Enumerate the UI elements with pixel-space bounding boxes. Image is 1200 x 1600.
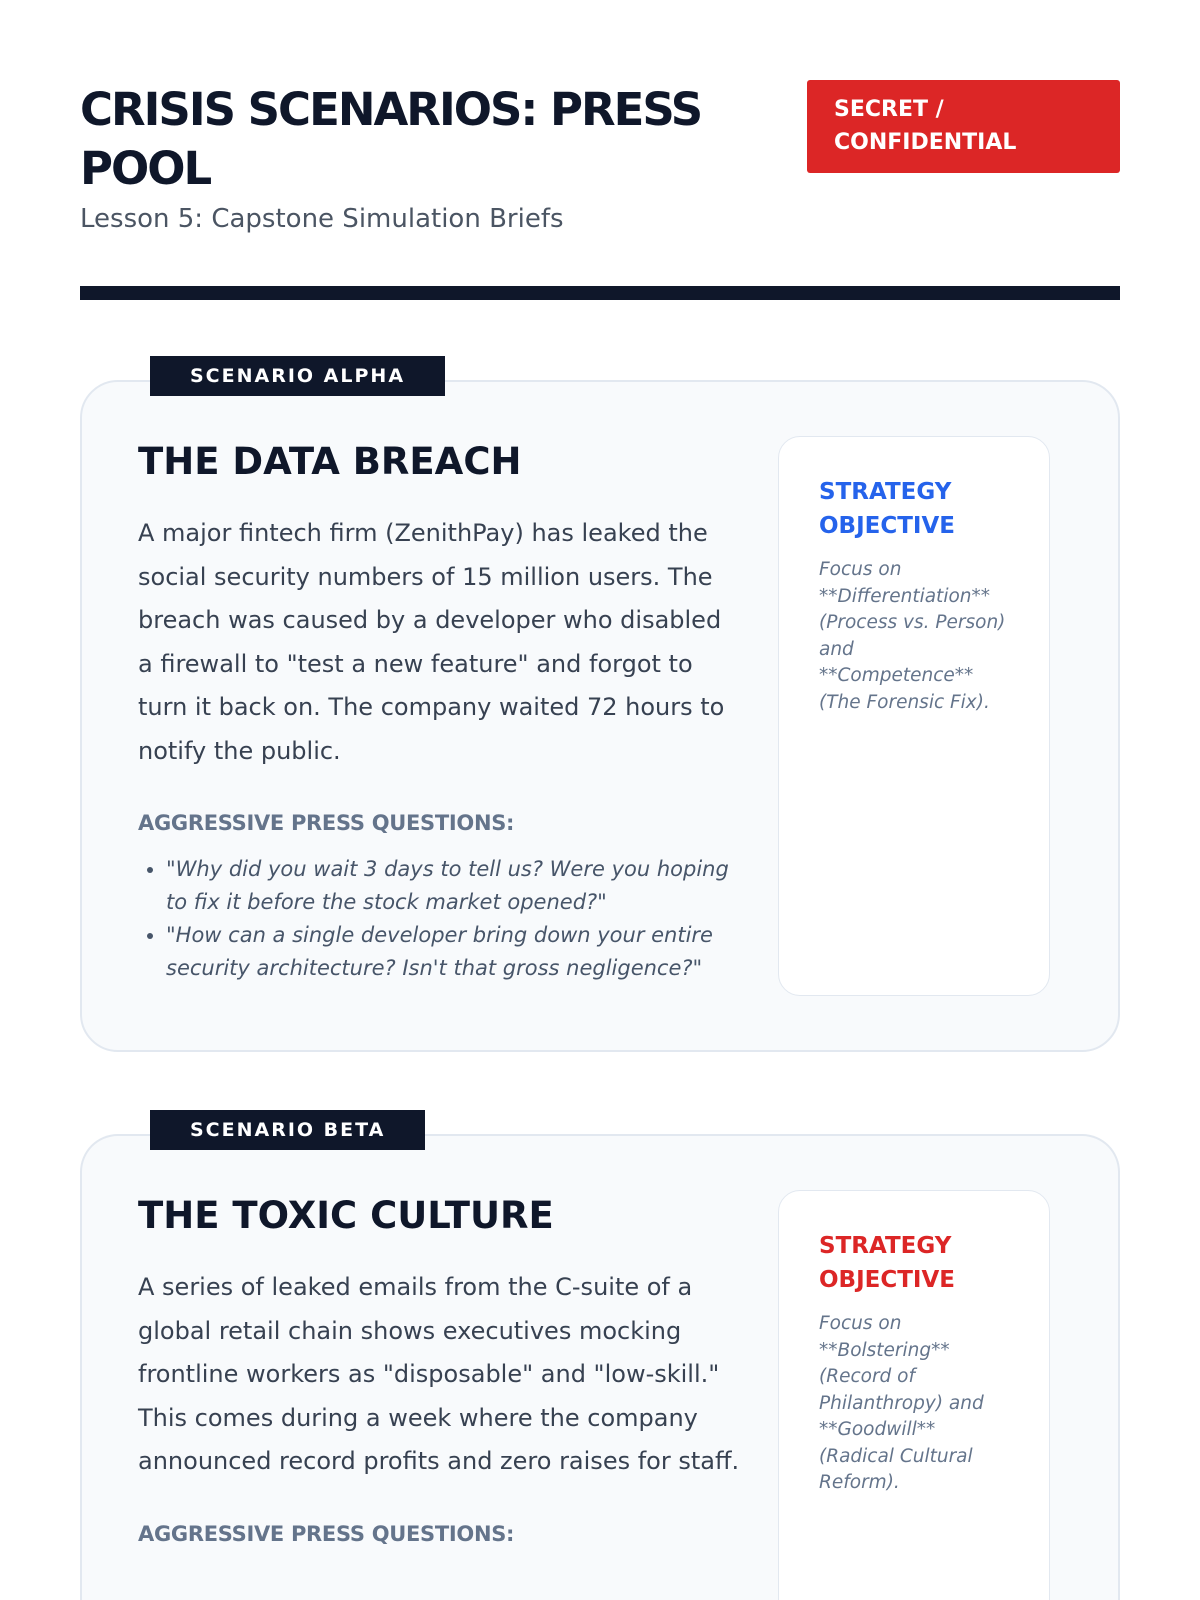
press-questions-list [138,853,742,985]
strategy-title: STRATEGY OBJECTIVE [819,1233,955,1293]
scenario-card [80,380,1120,1052]
document-subtitle: Lesson 5: Capstone Simulation Briefs [80,204,564,234]
scenario-tag: SCENARIO BETA [150,1110,425,1150]
strategy-objective-text: Focus on **Differentiation** (Process vs. Person) and **Competence** (The Forensic Fix). [819,559,1006,713]
scenario-card [80,1134,1120,1600]
page [80,0,1120,1600]
strategy-title: STRATEGY OBJECTIVE [819,479,955,539]
header-divider [80,286,1120,300]
scenario-content [138,438,742,985]
press-question: • "Why did you wait 3 days to tell us? Were you hoping to fix it before the stock market opened?" [166,853,742,919]
scenario-title: THE TOXIC CULTURE [138,1194,554,1237]
scenario-description: A series of leaked emails from the C-suite of a global retail chain shows executives mocking frontline workers as "disposable" and "low-skill." This comes during a week where the company announced record profits and zero raises for staff. [138,1273,740,1475]
document-header [80,80,1120,300]
scenario-title: THE DATA BREACH [138,440,522,483]
classification-badge: SECRET / CONFIDENTIAL [807,80,1120,173]
strategy-box [778,436,1050,996]
scenario-tag: SCENARIO ALPHA [150,356,445,396]
press-question: • "How can a single developer bring down your entire security architecture? Isn't that gross negligence?" [166,919,742,985]
scenario-description: A major fintech firm (ZenithPay) has leaked the social security numbers of 15 million users. The breach was caused by a developer who disabled a firewall to "test a new feature" and forgot to turn it back on. The company waited 72 hours to notify the public. [138,519,725,765]
questions-heading: AGGRESSIVE PRESS QUESTIONS: [138,1521,515,1546]
document-title: CRISIS SCENARIOS: PRESS POOL [80,83,702,195]
questions-heading: AGGRESSIVE PRESS QUESTIONS: [138,811,515,835]
strategy-objective-text: Focus on **Bolstering** (Record of Philanthropy) and **Goodwill** (Radical Cultural Reform). [819,1313,984,1493]
strategy-box [778,1190,1050,1600]
scenario-content [138,1192,742,1548]
